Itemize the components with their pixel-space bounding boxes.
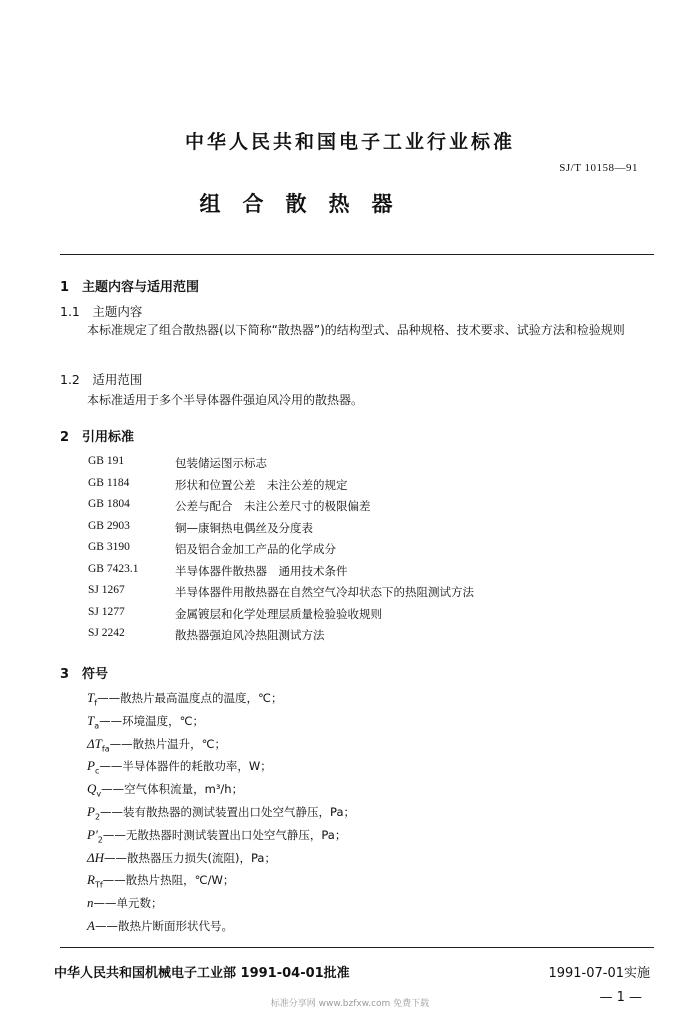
section-3-heading: 3 符号 bbox=[60, 667, 109, 682]
symbol-row bbox=[87, 713, 204, 730]
symbol-row bbox=[87, 690, 282, 707]
symbol-name: Q bbox=[87, 781, 97, 797]
section-1-2-heading: 1.2 适用范围 bbox=[60, 372, 143, 387]
reference-title: 半导体器件用散热器在自然空气冷却状态下的热阻测试方法 bbox=[175, 585, 474, 599]
symbol-row bbox=[87, 850, 276, 867]
reference-code: SJ 2242 bbox=[88, 627, 125, 639]
symbol-description: ——散热器压力损失(流阻)，Pa； bbox=[104, 850, 276, 865]
reference-title: 半导体器件散热器 通用技术条件 bbox=[175, 563, 348, 578]
symbol-subscript: v bbox=[96, 789, 102, 799]
symbol-description: ——装有散热器的测试装置出口处空气静压，Pa； bbox=[100, 805, 356, 819]
symbol-subscript: Tf bbox=[94, 880, 103, 890]
reference-code: GB 191 bbox=[88, 455, 125, 467]
symbol-row bbox=[87, 918, 233, 935]
symbol-name: R bbox=[87, 872, 95, 888]
reference-title: 散热器强迫风冷热阻测试方法 bbox=[175, 628, 325, 642]
reference-code: GB 1804 bbox=[88, 498, 130, 510]
symbol-row bbox=[87, 804, 355, 821]
symbol-description: ——散热片温升，℃； bbox=[109, 736, 227, 751]
symbol-description: ——环境温度，℃； bbox=[99, 713, 205, 728]
symbol-row bbox=[87, 736, 226, 753]
reference-code: GB 1184 bbox=[88, 476, 130, 489]
symbol-description: ——空气体积流量，m³/h； bbox=[101, 782, 244, 797]
document-title: 组合散热器 bbox=[199, 192, 415, 216]
symbol-subscript: a bbox=[94, 721, 100, 731]
reference-title: 铜—康铜热电偶丝及分度表 bbox=[175, 520, 313, 535]
watermark-text: 标准分享网 www.bzfxw.com 免费下载 bbox=[270, 999, 430, 1009]
symbol-name: A bbox=[87, 918, 95, 933]
symbol-subscript: 2 bbox=[94, 812, 101, 822]
symbol-description: ——半导体器件的耗散功率，W； bbox=[99, 759, 272, 774]
reference-code: GB 3190 bbox=[88, 541, 130, 553]
symbol-row bbox=[87, 758, 272, 775]
reference-title: 铝及铝合金加工产品的化学成分 bbox=[175, 542, 336, 556]
symbol-subscript: c bbox=[94, 766, 100, 776]
symbol-name: T bbox=[87, 690, 95, 705]
symbol-name: ΔT bbox=[87, 735, 102, 751]
reference-title: 金属镀层和化学处理层质量检验验收规则 bbox=[175, 606, 382, 621]
reference-code: GB 7423.1 bbox=[88, 562, 139, 575]
symbol-description: ——单元数； bbox=[93, 896, 163, 911]
symbol-subscript: f bbox=[94, 698, 98, 708]
reference-title: 包装储运图示标志 bbox=[175, 456, 267, 470]
approval-line: 中华人民共和国机械电子工业部 1991-04-01批准 bbox=[54, 966, 350, 981]
symbol-row bbox=[87, 781, 243, 798]
symbol-subscript: 2 bbox=[97, 835, 103, 845]
symbol-description: ——散热片最高温度点的温度，℃； bbox=[97, 691, 283, 705]
symbol-row bbox=[87, 895, 163, 912]
symbol-name: ΔH bbox=[87, 849, 105, 865]
symbol-row bbox=[87, 872, 234, 889]
standard-number: SJ/T 10158—91 bbox=[559, 162, 638, 174]
section-1-1-heading: 1.1 主题内容 bbox=[60, 304, 143, 319]
symbol-row bbox=[87, 827, 346, 844]
section-1-heading: 1 主题内容与适用范围 bbox=[60, 280, 200, 295]
symbol-name: P bbox=[87, 804, 95, 819]
header-divider bbox=[60, 254, 654, 255]
implementation-date: 1991-07-01实施 bbox=[548, 966, 650, 981]
symbol-name: T bbox=[87, 712, 95, 728]
reference-code: GB 2903 bbox=[88, 519, 130, 532]
symbol-name: n bbox=[87, 895, 94, 911]
section-1-1-text: 本标准规定了组合散热器(以下简称“散热器”)的结构型式、品种规格、技术要求、试验方法和检验规则 bbox=[87, 323, 625, 337]
reference-code: SJ 1267 bbox=[88, 584, 125, 596]
footer-divider bbox=[60, 947, 654, 948]
reference-title: 公差与配合 未注公差尺寸的极限偏差 bbox=[175, 499, 371, 513]
page-number: — 1 — bbox=[599, 990, 642, 1005]
symbol-description: ——散热片断面形状代号。 bbox=[94, 919, 233, 933]
section-2-heading: 2 引用标准 bbox=[60, 430, 135, 445]
symbol-name: P′ bbox=[87, 826, 98, 842]
symbol-description: ——无散热器时测试装置出口处空气静压，Pa； bbox=[102, 827, 347, 842]
section-1-2-text: 本标准适用于多个半导体器件强迫风冷用的散热器。 bbox=[87, 393, 364, 407]
reference-title: 形状和位置公差 未注公差的规定 bbox=[175, 477, 348, 492]
symbol-description: ——散热片热阻，℃/W； bbox=[102, 873, 235, 888]
issuing-body-title: 中华人民共和国电子工业行业标准 bbox=[184, 131, 515, 153]
symbol-name: P bbox=[87, 758, 95, 774]
symbol-subscript: fa bbox=[101, 743, 110, 753]
reference-code: SJ 1277 bbox=[88, 605, 125, 618]
